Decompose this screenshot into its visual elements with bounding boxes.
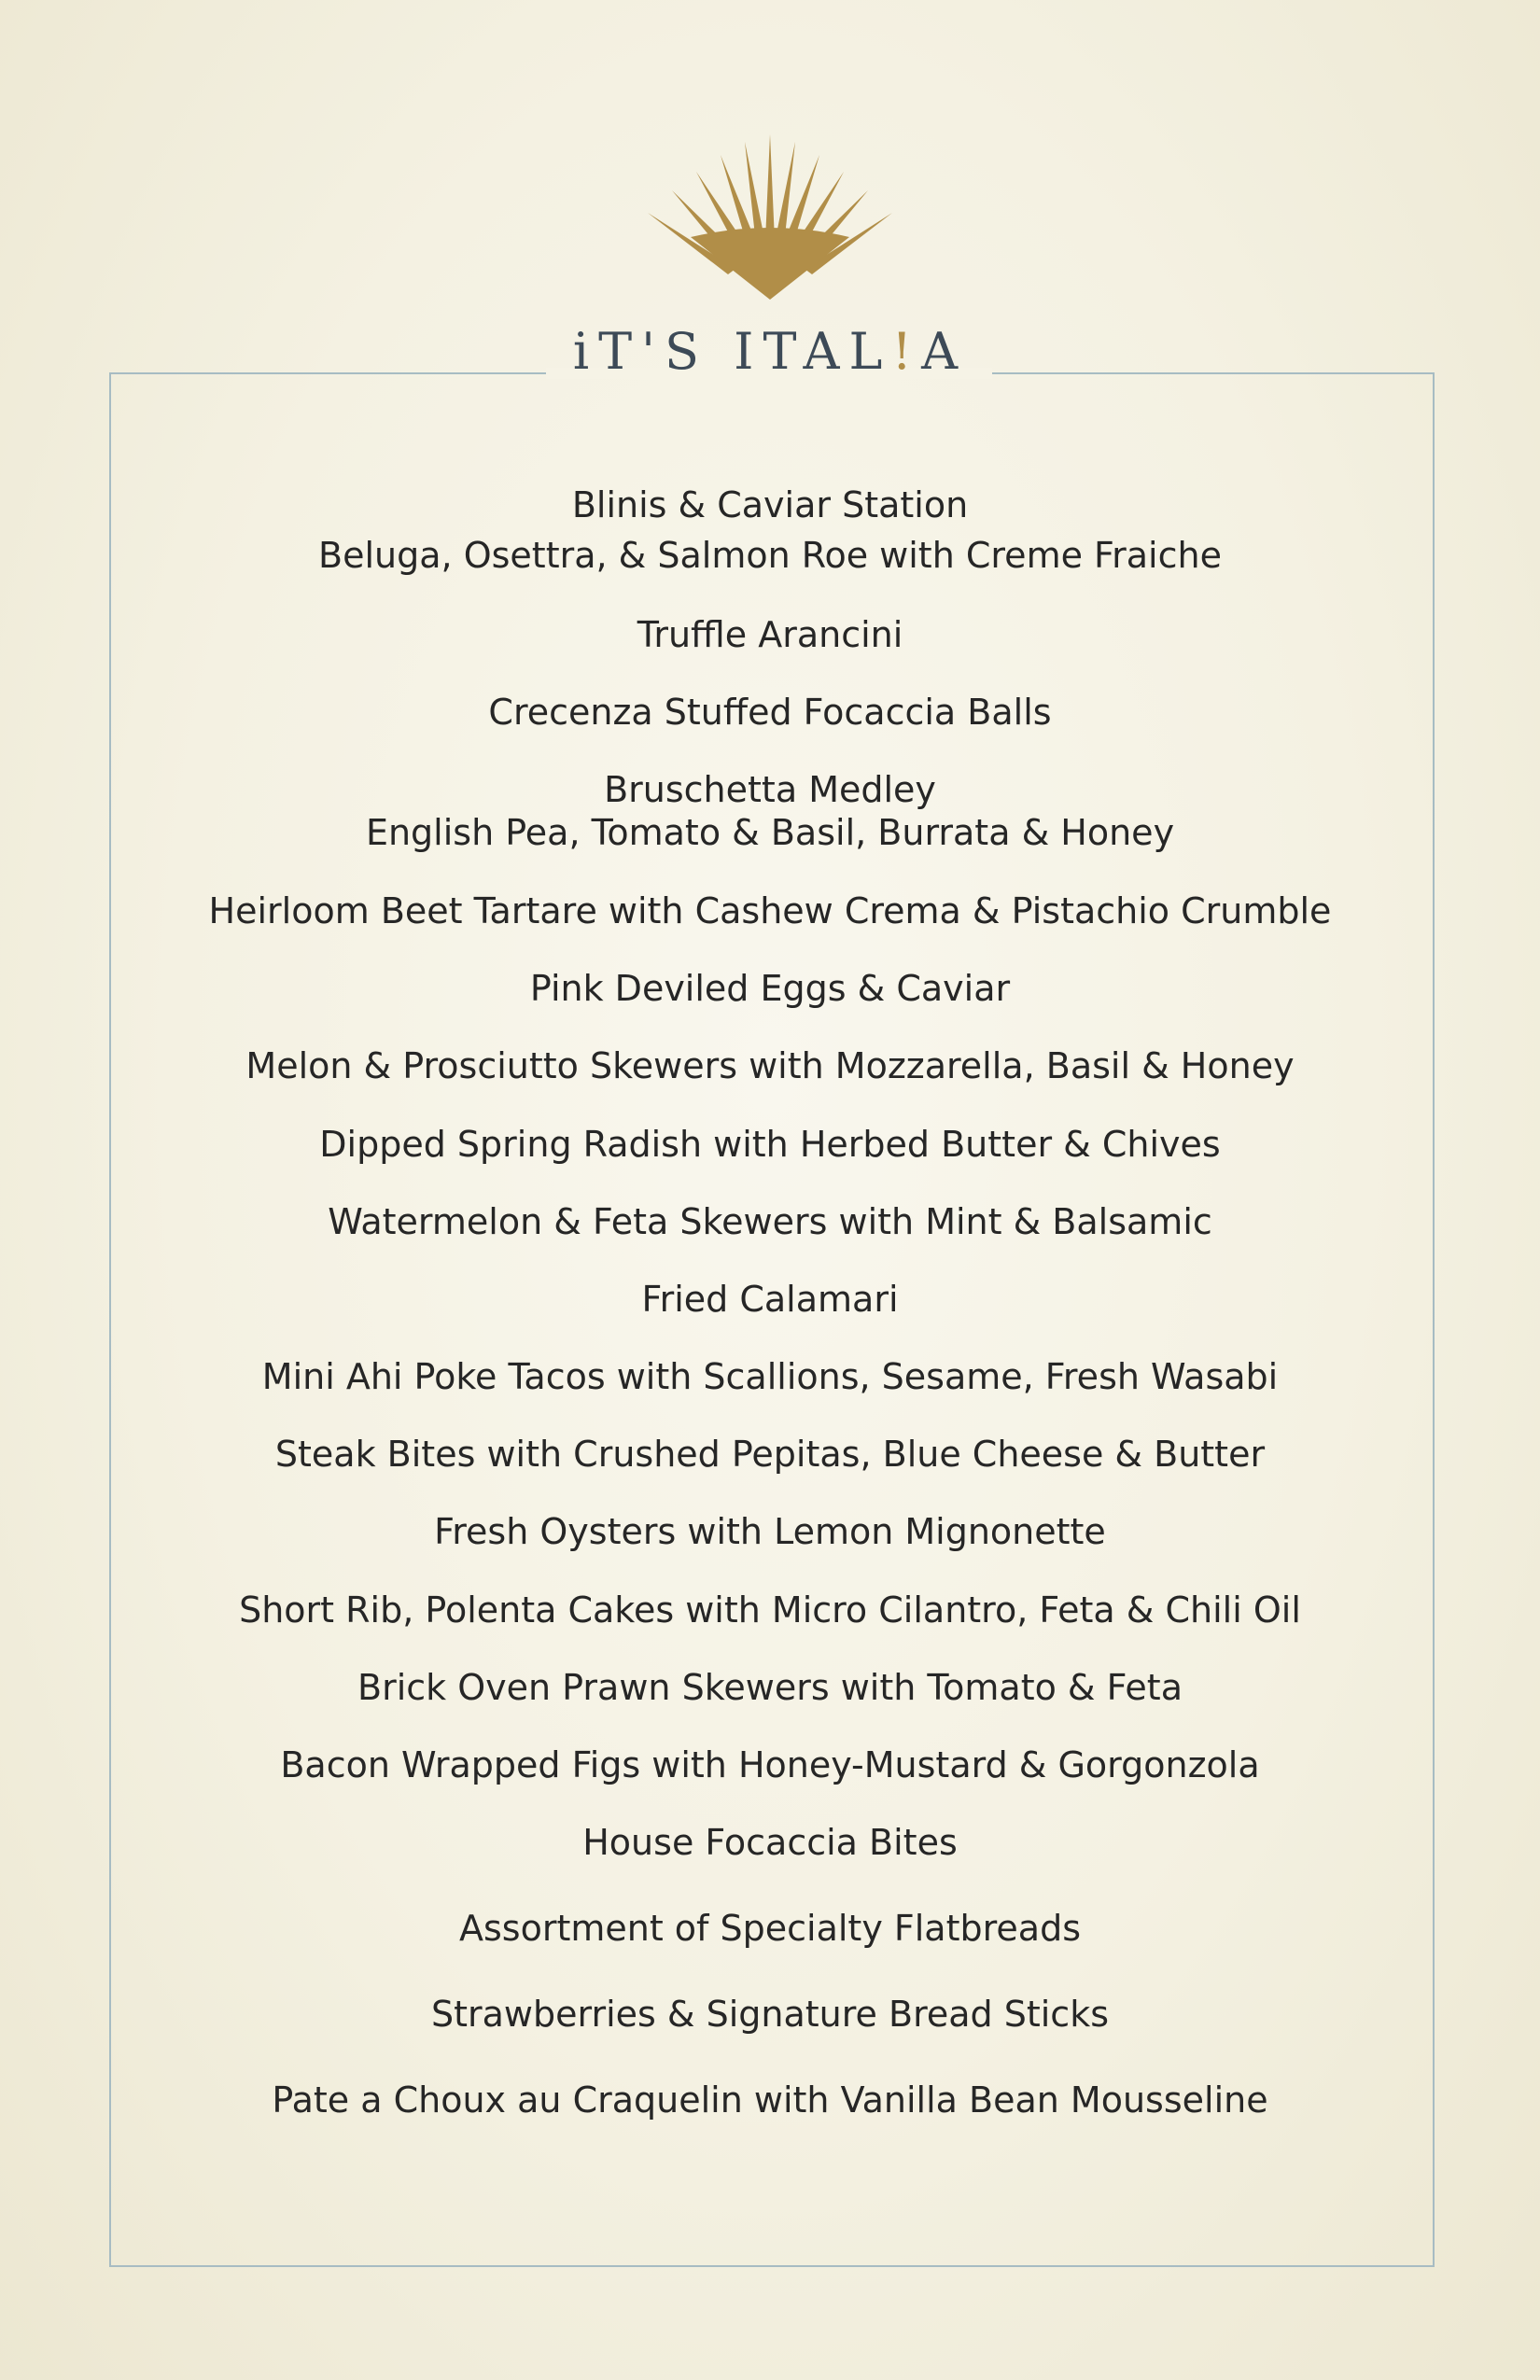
menu-item: [0, 1044, 1540, 1087]
menu-item-title: Pate a Choux au Craquelin with Vanilla Bean Mousseline: [272, 2079, 1268, 2121]
menu-item-title: Short Rib, Polenta Cakes with Micro Cilantro, Feta & Chili Oil: [239, 1589, 1301, 1631]
menu-item: [0, 1200, 1540, 1243]
menu-item: [0, 691, 1540, 734]
menu-item: [0, 768, 1540, 854]
menu-item: [0, 2079, 1540, 2121]
menu-item: [0, 1355, 1540, 1398]
menu-item-title: Strawberries & Signature Bread Sticks: [430, 1994, 1109, 2035]
menu-item-subtitle: Beluga, Osettra, & Salmon Roe with Creme Fraiche: [318, 535, 1222, 576]
menu-item-title: Bruschetta Medley: [604, 769, 936, 810]
menu-item: [0, 967, 1540, 1010]
menu-item-title: Heirloom Beet Tartare with Cashew Crema & Pistachio Crumble: [208, 890, 1332, 931]
menu-item: [0, 1123, 1540, 1166]
menu-item-title: Steak Bites with Crushed Pepitas, Blue Cheese & Butter: [274, 1434, 1266, 1475]
gold-sunburst-fan-icon: [635, 129, 905, 306]
menu-item: [0, 1510, 1540, 1553]
brand-name-bang: !: [891, 322, 922, 381]
menu-item-subtitle: English Pea, Tomato & Basil, Burrata & Honey: [365, 812, 1175, 853]
menu-item-title: Fried Calamari: [641, 1279, 899, 1320]
menu-item-title: Assortment of Specialty Flatbreads: [458, 1908, 1081, 1949]
menu-item-title: House Focaccia Bites: [582, 1822, 958, 1863]
menu-item: [0, 889, 1540, 932]
menu-item: [0, 613, 1540, 656]
menu-item: [0, 1907, 1540, 1950]
menu-item: [0, 1433, 1540, 1476]
menu-item: [0, 483, 1540, 577]
menu-item: [0, 1821, 1540, 1864]
menu-item: [0, 1589, 1540, 1631]
brand-name-part1: iT'S ITAL: [572, 322, 892, 381]
menu-item: [0, 1993, 1540, 2036]
menu-item-title: Blinis & Caviar Station: [571, 484, 969, 525]
menu-item-title: Brick Oven Prawn Skewers with Tomato & Feta: [357, 1667, 1183, 1708]
menu-item-title: Watermelon & Feta Skewers with Mint & Balsamic: [328, 1201, 1212, 1242]
menu-item-title: Melon & Prosciutto Skewers with Mozzarella, Basil & Honey: [245, 1045, 1295, 1086]
brand-title: [0, 322, 1540, 381]
menu-item-title: Fresh Oysters with Lemon Mignonette: [434, 1511, 1106, 1552]
menu-item-title: Mini Ahi Poke Tacos with Scallions, Sesame, Fresh Wasabi: [261, 1356, 1279, 1397]
menu-item: [0, 1743, 1540, 1786]
menu-item-title: Bacon Wrapped Figs with Honey-Mustard & Gorgonzola: [280, 1744, 1260, 1785]
menu-item-title: Dipped Spring Radish with Herbed Butter & Chives: [319, 1124, 1221, 1165]
menu-item-title: Crecenza Stuffed Focaccia Balls: [488, 692, 1052, 733]
brand-name-part2: A: [921, 322, 968, 381]
menu-item: [0, 1666, 1540, 1709]
menu-item-title: Pink Deviled Eggs & Caviar: [529, 968, 1011, 1009]
menu-item: [0, 1278, 1540, 1321]
menu-item-title: Truffle Arancini: [637, 614, 903, 655]
